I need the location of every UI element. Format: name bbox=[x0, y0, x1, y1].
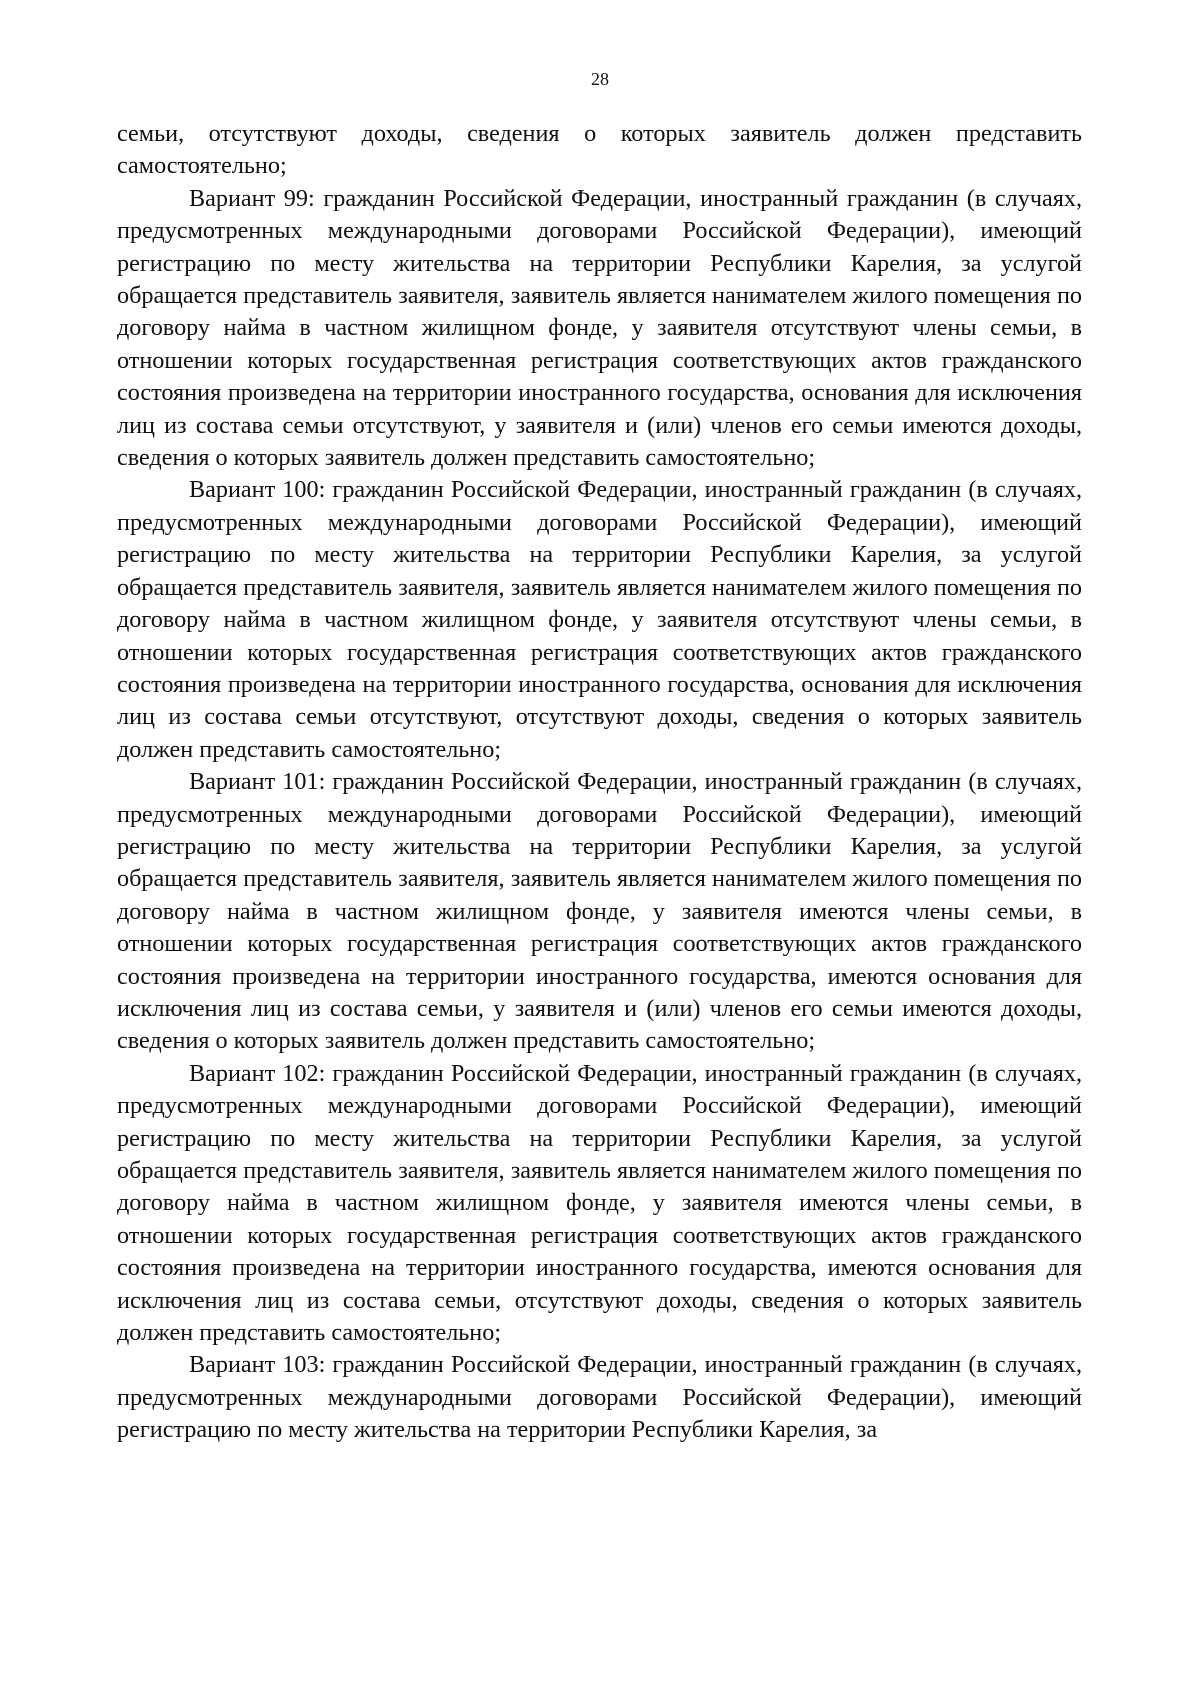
paragraph-variant-103: Вариант 103: гражданин Российской Федерации, иностранный гражданин (в случаях, предусмотренных международными договорами Российской Федерации), имеющий регистрацию по месту жительства на территории Республики Карелия, за bbox=[117, 1351, 1082, 1444]
paragraph-variant-101: Вариант 101: гражданин Российской Федерации, иностранный гражданин (в случаях, предусмотренных международными договорами Российской Федерации), имеющий регистрацию по месту жительства на территории Республики Карелия, за услугой обращается представитель заявителя, заявитель является нанимателем жилого помещения по договору найма в частном жилищном фонде, у заявителя имеются члены семьи, в отношении которых государственная регистрация соответствующих актов гражданского состояния произведена на территории иностранного государства, имеются основания для исключения лиц из состава семьи, у заявителя и (или) членов его семьи имеются доходы, сведения о которых заявитель должен представить самостоятельно; bbox=[117, 768, 1082, 1055]
document-body bbox=[117, 118, 1082, 1447]
paragraph-variant-100: Вариант 100: гражданин Российской Федерации, иностранный гражданин (в случаях, предусмотренных международными договорами Российской Федерации), имеющий регистрацию по месту жительства на территории Республики Карелия, за услугой обращается представитель заявителя, заявитель является нанимателем жилого помещения по договору найма в частном жилищном фонде, у заявителя отсутствуют члены семьи, в отношении которых государственная регистрация соответствующих актов гражданского состояния произведена на территории иностранного государства, основания для исключения лиц из состава семьи отсутствуют, отсутствуют доходы, сведения о которых заявитель должен представить самостоятельно; bbox=[117, 476, 1082, 763]
page-number: 28 bbox=[591, 69, 609, 89]
paragraph-continuation: семьи, отсутствуют доходы, сведения о которых заявитель должен представить самостоятельно; bbox=[117, 120, 1082, 180]
paragraph-variant-99: Вариант 99: гражданин Российской Федерации, иностранный гражданин (в случаях, предусмотренных международными договорами Российской Федерации), имеющий регистрацию по месту жительства на территории Республики Карелия, за услугой обращается представитель заявителя, заявитель является нанимателем жилого помещения по договору найма в частном жилищном фонде, у заявителя отсутствуют члены семьи, в отношении которых государственная регистрация соответствующих актов гражданского состояния произведена на территории иностранного государства, основания для исключения лиц из состава семьи отсутствуют, у заявителя и (или) членов его семьи имеются доходы, сведения о которых заявитель должен представить самостоятельно; bbox=[117, 184, 1082, 472]
paragraph-variant-102: Вариант 102: гражданин Российской Федерации, иностранный гражданин (в случаях, предусмотренных международными договорами Российской Федерации), имеющий регистрацию по месту жительства на территории Республики Карелия, за услугой обращается представитель заявителя, заявитель является нанимателем жилого помещения по договору найма в частном жилищном фонде, у заявителя имеются члены семьи, в отношении которых государственная регистрация соответствующих актов гражданского состояния произведена на территории иностранного государства, имеются основания для исключения лиц из состава семьи, отсутствуют доходы, сведения о которых заявитель должен представить самостоятельно; bbox=[117, 1059, 1082, 1347]
